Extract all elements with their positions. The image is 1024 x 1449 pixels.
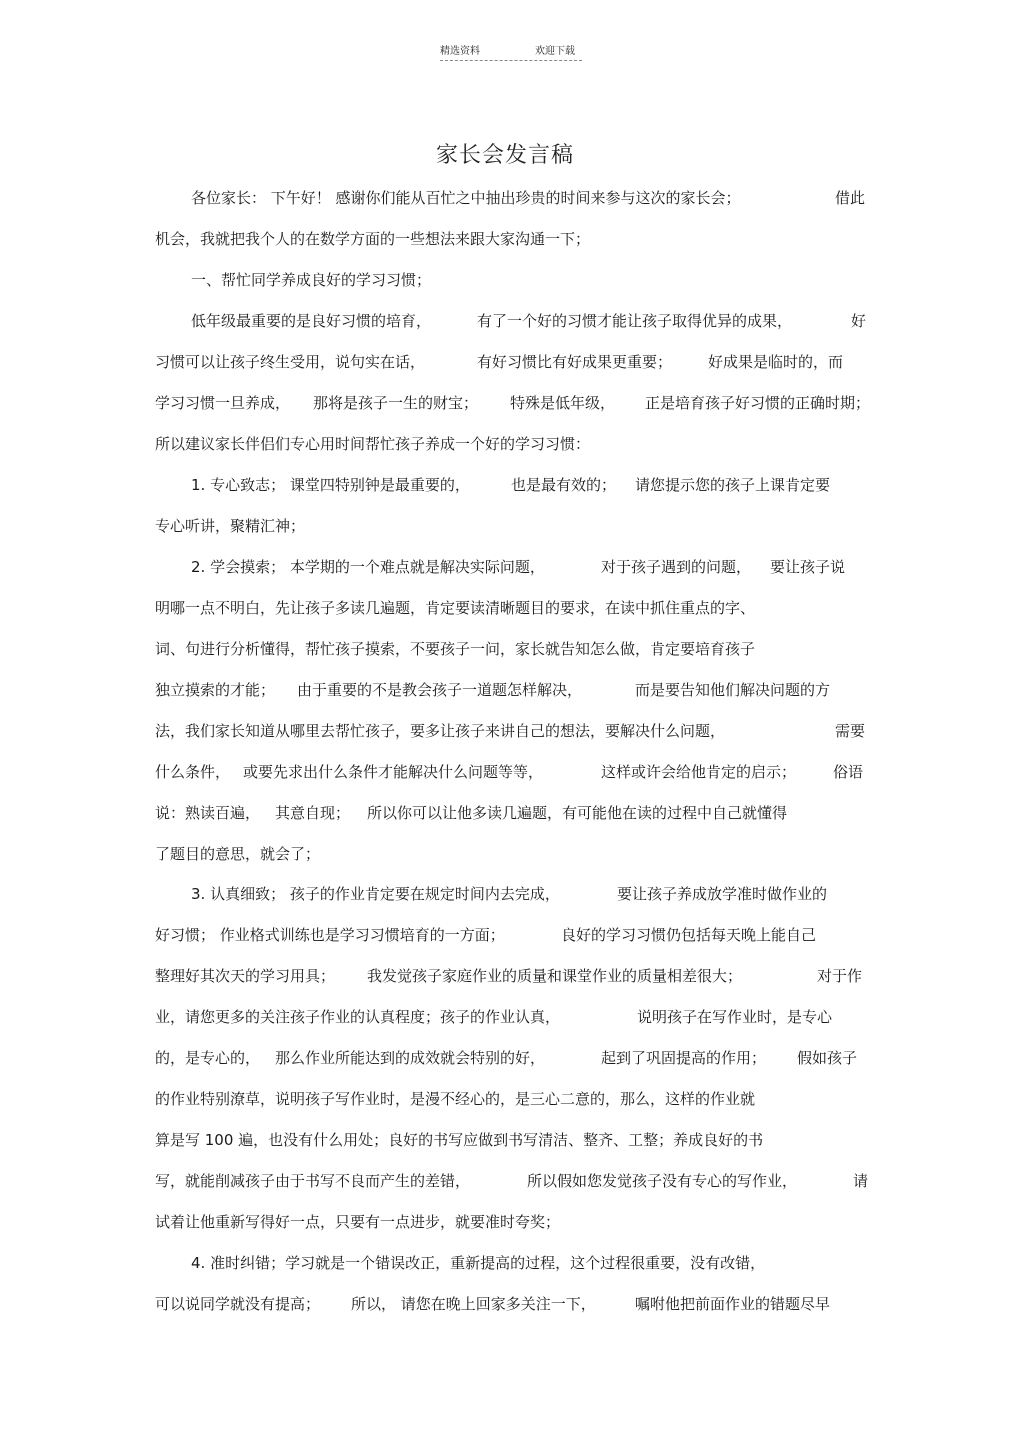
text-segment: 也是最有效的；	[511, 476, 617, 494]
text-segment: 我发觉孩子家庭作业的质量和课堂作业的质量相差很大；	[367, 967, 743, 985]
text-segment: 而是要告知他们解决问题的方	[635, 681, 831, 699]
text-segment: 算是写 100 遍，也没有什么用处；良好的书写应做到书写清洁、整齐、工整；养成良好的书	[155, 1131, 764, 1149]
text-segment: 法，我们家长知道从哪里去帮忙孩子，要多让孩子来讲自己的想法，要解决什么问题，	[155, 722, 726, 740]
text-segment: 习惯可以让孩子终生受用，说句实在话，	[155, 353, 426, 371]
text-segment: 各位家长： 下午好！ 感谢你们能从百忙之中抽出珍贵的时间来参与这次的家长会；	[191, 189, 741, 207]
text-segment: 学习习惯一旦养成，	[155, 394, 291, 412]
text-segment: 良好的学习习惯仍包括每天晚上能自己	[561, 926, 817, 944]
text-segment: 写，就能削减孩子由于书写不良而产生的差错，	[155, 1172, 471, 1190]
header-dashed-rule	[440, 60, 582, 61]
text-segment: 业，请您更多的关注孩子作业的认真程度；孩子的作业认真，	[155, 1008, 561, 1026]
text-segment: 低年级最重要的是良好习惯的培育，	[191, 312, 432, 330]
text-segment: 有了一个好的习惯才能让孩子取得优异的成果，	[477, 312, 793, 330]
text-segment: 其意自现；	[275, 804, 351, 822]
text-segment: 正是培育孩子好习惯的正确时期；	[645, 394, 871, 412]
text-segment: 的作业特别潦草，说明孩子写作业时，是漫不经心的，是三心二意的，那么，这样的作业就	[155, 1090, 756, 1108]
text-segment: 有好习惯比有好成果更重要；	[477, 353, 673, 371]
text-segment: 明哪一点不明白，先让孩子多读几遍题，肯定要读清晰题目的要求，在读中抓住重点的字、	[155, 599, 756, 617]
text-segment: 对于孩子遇到的问题，	[601, 558, 752, 576]
text-segment: 说明孩子在写作业时，是专心	[637, 1008, 833, 1026]
text-segment: 或要先求出什么条件才能解决什么问题等等，	[243, 763, 544, 781]
text-segment: 要让孩子说	[770, 558, 846, 576]
text-segment: 所以你可以让他多读几遍题，有可能他在读的过程中自己就懂得	[367, 804, 788, 822]
text-segment: 什么条件，	[155, 763, 231, 781]
text-segment: 专心听讲，聚精汇神；	[155, 517, 306, 535]
text-segment: 所以建议家长伴侣们专心用时间帮忙孩子养成一个好的学习习惯：	[155, 435, 591, 453]
page-header	[0, 42, 1024, 64]
document-title: 家长会发言稿	[435, 143, 574, 168]
text-segment: 整理好其次天的学习用具；	[155, 967, 336, 985]
text-segment: 3. 认真细致； 孩子的作业肯定要在规定时间内去完成，	[191, 885, 560, 903]
text-segment: 了题目的意思，就会了；	[155, 845, 321, 863]
text-segment: 需要	[835, 722, 866, 740]
text-segment: 好习惯； 作业格式训练也是学习习惯培育的一方面；	[155, 926, 505, 944]
text-segment: 所以假如您发觉孩子没有专心的写作业，	[527, 1172, 798, 1190]
header-left-text: 精选资料	[440, 46, 480, 57]
text-segment: 那将是孩子一生的财宝；	[313, 394, 479, 412]
text-segment: 词、句进行分析懂得，帮忙孩子摸索，不要孩子一问，家长就告知怎么做，肯定要培育孩子	[155, 640, 756, 658]
text-segment: 这样或许会给他肯定的启示；	[601, 763, 797, 781]
text-segment: 假如孩子	[797, 1049, 858, 1067]
text-segment: 所以， 请您在晚上回家多关注一下，	[351, 1295, 596, 1313]
text-segment: 的，是专心的，	[155, 1049, 261, 1067]
text-segment: 好	[851, 312, 867, 330]
text-segment: 2. 学会摸索； 本学期的一个难点就是解决实际问题，	[191, 558, 545, 576]
header-right-text: 欢迎下载	[535, 46, 575, 57]
text-segment: 好成果是临时的，而	[708, 353, 844, 371]
text-segment: 那么作业所能达到的成效就会特别的好，	[275, 1049, 546, 1067]
text-segment: 独立摸索的才能；	[155, 681, 276, 699]
text-segment: 请	[853, 1172, 869, 1190]
text-segment: 试着让他重新写得好一点，只要有一点进步，就要准时夸奖；	[155, 1213, 561, 1231]
text-segment: 请您提示您的孩子上课肯定要	[635, 476, 831, 494]
text-segment: 说：熟读百遍，	[155, 804, 261, 822]
text-segment: 特殊是低年级，	[510, 394, 616, 412]
text-segment: 对于作	[817, 967, 863, 985]
text-segment: 嘱咐他把前面作业的错题尽早	[635, 1295, 831, 1313]
text-segment: 可以说同学就没有提高；	[155, 1295, 321, 1313]
text-segment: 起到了巩固提高的作用；	[601, 1049, 767, 1067]
text-segment: 俗语	[833, 763, 864, 781]
text-segment: 要让孩子养成放学准时做作业的	[617, 885, 828, 903]
text-segment: 机会，我就把我个人的在数学方面的一些想法来跟大家沟通一下；	[155, 230, 591, 248]
text-segment: 1. 专心致志； 课堂四特别钟是最重要的，	[191, 476, 470, 494]
text-segment: 一、帮忙同学养成良好的学习习惯；	[191, 271, 432, 289]
text-segment: 4. 准时纠错；学习就是一个错误改正，重新提高的过程，这个过程很重要，没有改错，	[191, 1254, 766, 1272]
text-segment: 由于重要的不是教会孩子一道题怎样解决，	[297, 681, 583, 699]
text-segment: 借此	[835, 189, 866, 207]
